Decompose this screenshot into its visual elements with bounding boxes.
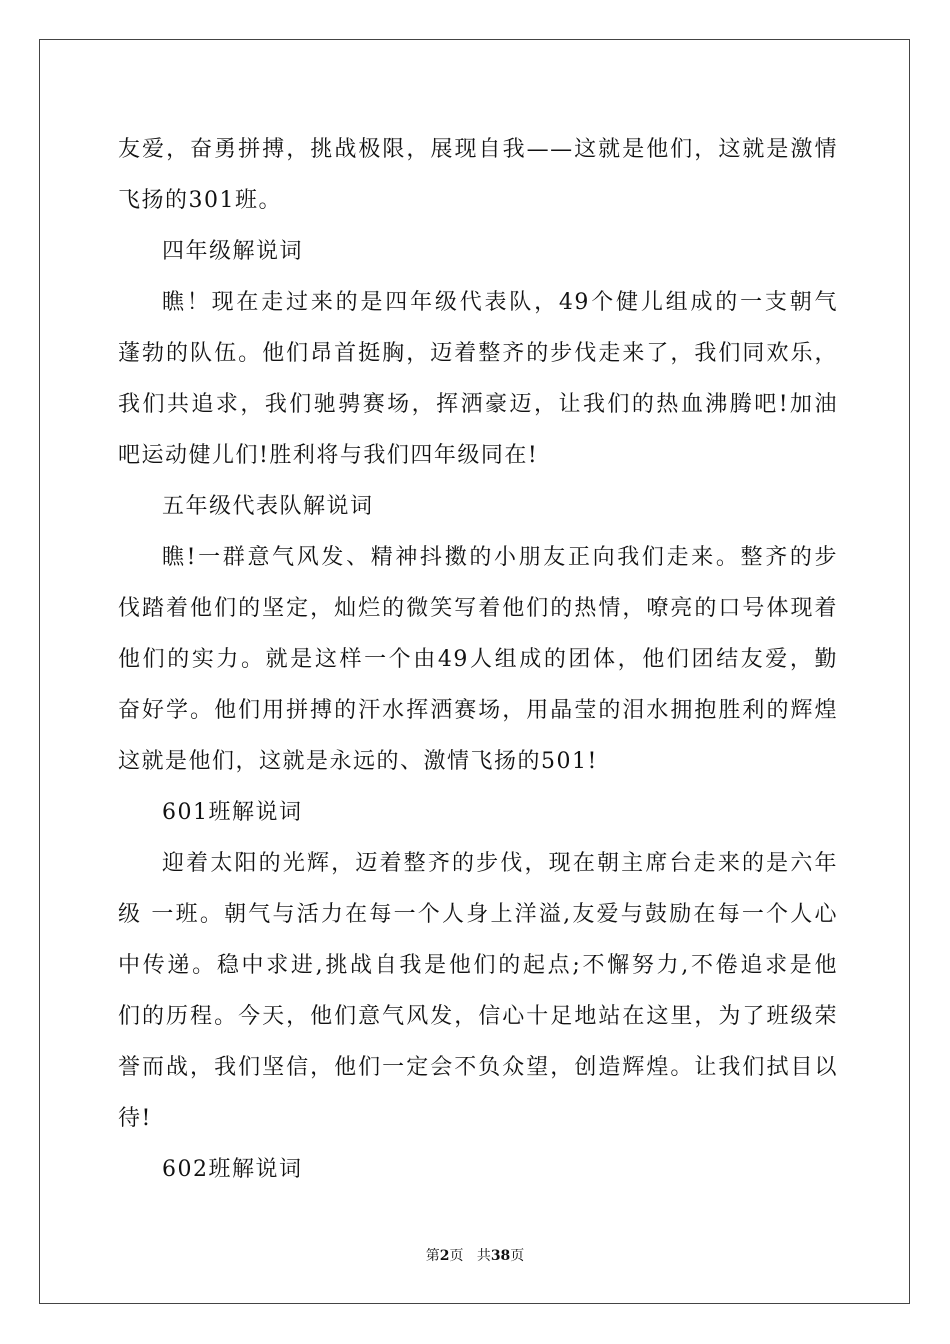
page-number: 2 — [439, 1248, 450, 1264]
section-heading: 四年级解说词 — [162, 239, 304, 264]
section-heading: 五年级代表队解说词 — [162, 494, 374, 519]
text-line: 中传递。稳中求进,挑战自我是他们的起点;不懈努力,不倦追求是他 — [118, 953, 838, 978]
text-line: 他们的实力。就是这样一个由49人组成的团体，他们团结友爱，勤 — [118, 647, 838, 672]
text-line: 蓬勃的队伍。他们昂首挺胸，迈着整齐的步伐走来了，我们同欢乐， — [118, 341, 838, 366]
text-line: 待! — [118, 1106, 152, 1131]
page-footer — [0, 1246, 950, 1266]
text-line: 迎着太阳的光辉，迈着整齐的步伐，现在朝主席台走来的是六年 — [162, 851, 838, 876]
footer-prefix: 第 — [425, 1248, 440, 1264]
text-line: 瞧！现在走过来的是四年级代表队，49个健儿组成的一支朝气 — [162, 290, 838, 315]
footer-page-suffix: 页 — [449, 1248, 464, 1264]
text-line: 们的历程。今天，他们意气风发，信心十足地站在这里，为了班级荣 — [118, 1004, 838, 1029]
section-heading: 602班解说词 — [162, 1157, 303, 1182]
text-line: 友爱，奋勇拼搏，挑战极限，展现自我——这就是他们，这就是激情 — [118, 137, 838, 162]
text-line: 瞧!一群意气风发、精神抖擞的小朋友正向我们走来。整齐的步 — [162, 545, 838, 570]
text-line: 这就是他们，这就是永远的、激情飞扬的501! — [118, 749, 598, 774]
section-heading: 601班解说词 — [162, 800, 303, 825]
text-line: 飞扬的301班。 — [118, 188, 282, 213]
total-pages: 38 — [490, 1248, 511, 1264]
text-line: 级 一班。朝气与活力在每一个人身上洋溢,友爱与鼓励在每一个人心 — [118, 902, 838, 927]
text-line: 誉而战，我们坚信，他们一定会不负众望，创造辉煌。让我们拭目以 — [118, 1055, 838, 1080]
footer-total-suffix: 页 — [510, 1248, 525, 1264]
footer-total-prefix: 共 — [476, 1248, 491, 1264]
text-line: 我们共追求，我们驰骋赛场，挥洒豪迈，让我们的热血沸腾吧!加油 — [118, 392, 838, 417]
text-line: 伐踏着他们的坚定，灿烂的微笑写着他们的热情，嘹亮的口号体现着 — [118, 596, 838, 621]
text-line: 奋好学。他们用拼搏的汗水挥洒赛场，用晶莹的泪水拥抱胜利的辉煌 — [118, 698, 838, 723]
text-line: 吧运动健儿们!胜利将与我们四年级同在! — [118, 443, 539, 468]
